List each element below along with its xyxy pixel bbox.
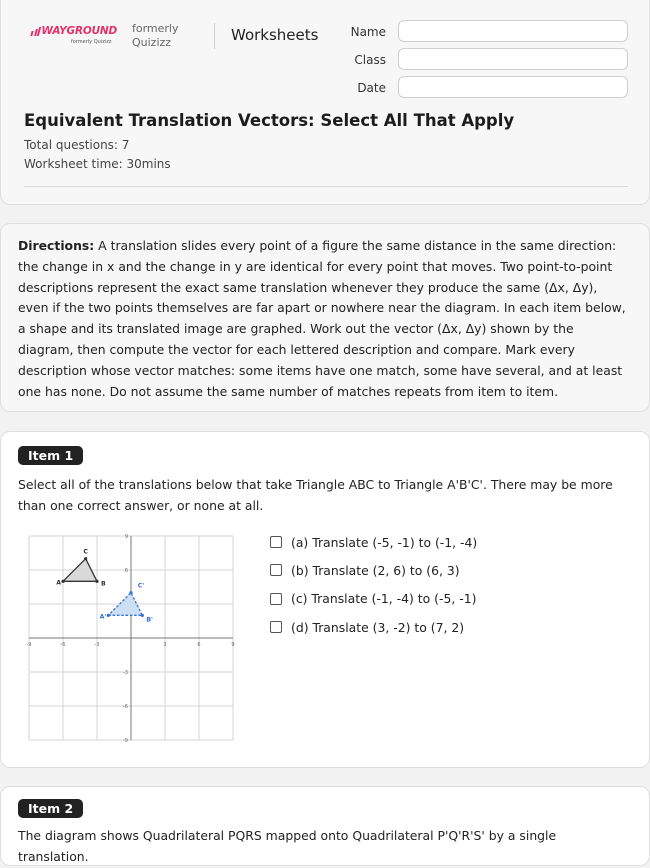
logo-subtext: formerly Quizizz <box>71 39 112 45</box>
directions-card <box>0 223 650 412</box>
item-1-options <box>270 528 477 641</box>
option-c-checkbox[interactable] <box>270 593 282 605</box>
header-divider <box>214 23 215 49</box>
option-a-label: (a) Translate (-5, -1) to (-1, -4) <box>291 534 478 550</box>
item-2-prompt: The diagram shows Quadrilateral PQRS mapped onto Quadrilateral P'Q'R'S' by a single translation. <box>18 828 557 864</box>
vertex-point <box>61 580 64 583</box>
option-d-label: (d) Translate (3, -2) to (7, 2) <box>291 619 465 635</box>
item-1-prompt: Select all of the translations below that take Triangle ABC to Triangle A'B'C'. There may be more than one correct answer, or none at all. <box>18 477 613 513</box>
vertex-label: C <box>83 548 88 556</box>
option-b-checkbox[interactable] <box>270 564 282 576</box>
name-label: Name <box>350 25 386 39</box>
logo-bars-icon <box>31 27 38 36</box>
quizizz-line: Quizizz <box>132 36 172 49</box>
date-field[interactable] <box>398 76 628 98</box>
vertex-label: C' <box>137 582 145 590</box>
formerly-line: formerly <box>132 22 179 35</box>
item-2-badge: Item 2 <box>18 799 83 818</box>
vertex-point <box>107 614 110 617</box>
item-2-card <box>0 786 650 866</box>
item-1-card <box>0 431 650 768</box>
formerly-quizizz <box>132 22 179 50</box>
wayground-logo <box>31 25 117 45</box>
vertex-label: A <box>56 579 61 587</box>
y-tick-label: -6 <box>123 704 128 710</box>
x-tick-label: 6 <box>197 642 201 648</box>
item-1-badge: Item 1 <box>18 446 83 465</box>
vertex-point <box>141 614 144 617</box>
worksheets-label: Worksheets <box>231 26 319 44</box>
directions-label: Directions: <box>18 238 95 253</box>
title-divider <box>24 186 628 187</box>
x-tick-label: 3 <box>163 642 167 648</box>
vertex-point <box>129 591 132 594</box>
x-tick-label: -3 <box>94 642 100 648</box>
option-c-label: (c) Translate (-1, -4) to (-5, -1) <box>291 591 477 607</box>
x-tick-label: -6 <box>60 642 66 648</box>
date-label: Date <box>357 81 386 95</box>
option-b-label: (b) Translate (2, 6) to (6, 3) <box>291 562 460 578</box>
vertex-label: B' <box>146 616 153 624</box>
worksheet-time: Worksheet time: 30mins <box>24 157 171 171</box>
directions-text <box>18 236 630 402</box>
worksheet-title: Equivalent Translation Vectors: Select All That Apply <box>24 111 515 130</box>
total-questions: Total questions: 7 <box>24 138 130 152</box>
x-tick-label: 9 <box>231 642 235 648</box>
directions-body: A translation slides every point of a figure the same distance in the same direction: the change in x and the change in y are identical for every point that moves. Two point-to-point descriptions represent the exact same translation whenever they produce the same (Δx, Δy), even if the two points themselves are far apart or nowhere near the diagram. In each item below, a shape and its translated image are graphed. Work out the vector (Δx, Δy) shown by the diagram, then compute the vector for each lettered description and compare. Mark every description whose vector matches: some items have one match, some have several, and at least one has none. Do not assume the same number of matches repeats from item to item. <box>18 238 626 399</box>
vertex-label: B <box>101 580 106 588</box>
coordinate-graph <box>26 534 235 744</box>
option-a-checkbox[interactable] <box>270 536 282 548</box>
name-field[interactable] <box>398 20 628 42</box>
option-d-checkbox[interactable] <box>270 621 282 633</box>
y-tick-label: -9 <box>123 738 128 744</box>
option-c[interactable] <box>270 585 477 613</box>
x-tick-label: -9 <box>26 642 32 648</box>
vertex-point <box>95 580 98 583</box>
option-d[interactable] <box>270 613 477 641</box>
vertex-point <box>84 557 87 560</box>
y-tick-label: 9 <box>124 534 128 540</box>
class-field[interactable] <box>398 48 628 70</box>
option-b[interactable] <box>270 556 477 584</box>
logo-text: WAYGROUND <box>41 25 117 37</box>
y-tick-label: 6 <box>124 568 128 574</box>
vertex-label: A' <box>99 613 107 621</box>
option-a[interactable] <box>270 528 477 556</box>
y-tick-label: -3 <box>123 670 128 676</box>
class-label: Class <box>354 53 386 67</box>
worksheet-header <box>0 0 650 205</box>
